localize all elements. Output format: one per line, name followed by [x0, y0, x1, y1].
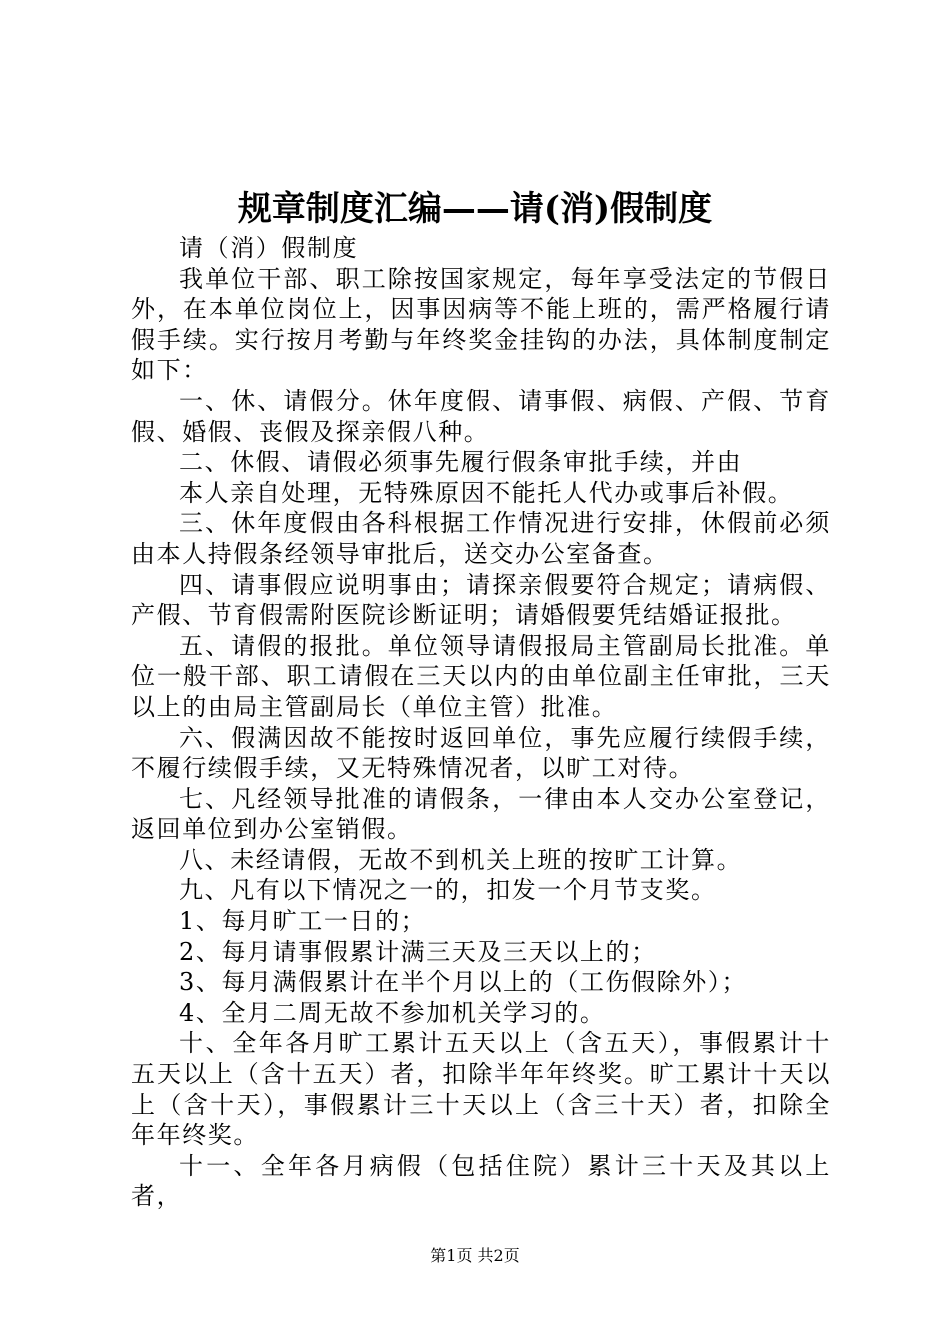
paragraph-rule-10: 十、全年各月旷工累计五天以上（含五天），事假累计十五天以上（含十五天）者，扣除半年年终奖。旷工累计十天以上（含十天），事假累计三十天以上（含三十天）者，扣除全年年终奖。	[131, 1029, 831, 1150]
list-item-4: 4、全月二周无故不参加机关学习的。	[179, 998, 606, 1027]
list-item-2: 2、每月请事假累计满三天及三天以上的；	[179, 937, 657, 966]
paragraph-rule-2-continued: 本人亲自处理，无特殊原因不能托人代办或事后补假。	[179, 478, 794, 507]
paragraph-rule-1: 一、休、请假分。休年度假、请事假、病假、产假、节育假、婚假、丧假及探亲假八种。	[131, 386, 831, 446]
list-item-1: 1、每月旷工一日的；	[179, 907, 427, 936]
document-subheading: 请（消）假制度	[179, 234, 359, 262]
paragraph-rule-11: 十一、全年各月病假（包括住院）累计三十天及其以上者，	[131, 1151, 831, 1211]
paragraph-rule-5: 五、请假的报批。单位领导请假报局主管副局长批准。单位一般干部、职工请假在三天以内的由单位副主任审批，三天以上的由局主管副局长（单位主管）批准。	[131, 631, 831, 721]
document-title: 规章制度汇编——请(消)假制度	[237, 189, 713, 229]
list-item-3: 3、每月满假累计在半个月以上的（工伤假除外）；	[179, 968, 748, 997]
paragraph-rule-4: 四、请事假应说明事由；请探亲假要符合规定；请病假、产假、节育假需附医院诊断证明；请婚假要凭结婚证报批。	[131, 570, 831, 630]
page-footer: 第1页 共2页	[430, 1246, 520, 1265]
paragraph-rule-3: 三、休年度假由各科根据工作情况进行安排，休假前必须由本人持假条经领导审批后，送交办公室备查。	[131, 509, 831, 568]
paragraph-rule-2: 二、休假、请假必须事先履行假条审批手续，并由	[179, 448, 743, 477]
document-body	[131, 233, 831, 1212]
paragraph-rule-7: 七、凡经领导批准的请假条，一律由本人交办公室登记，返回单位到办公室销假。	[131, 784, 831, 844]
paragraph-rule-8: 八、未经请假，无故不到机关上班的按旷工计算。	[179, 845, 743, 874]
paragraph-rule-6: 六、假满因故不能按时返回单位，事先应履行续假手续，不履行续假手续，又无特殊情况者，以旷工对待。	[131, 723, 831, 783]
paragraph-intro: 我单位干部、职工除按国家规定，每年享受法定的节假日外，在本单位岗位上，因事因病等不能上班的，需严格履行请假手续。实行按月考勤与年终奖金挂钩的办法，具体制度制定如下：	[131, 264, 831, 385]
paragraph-rule-9: 九、凡有以下情况之一的，扣发一个月节支奖。	[179, 876, 717, 905]
